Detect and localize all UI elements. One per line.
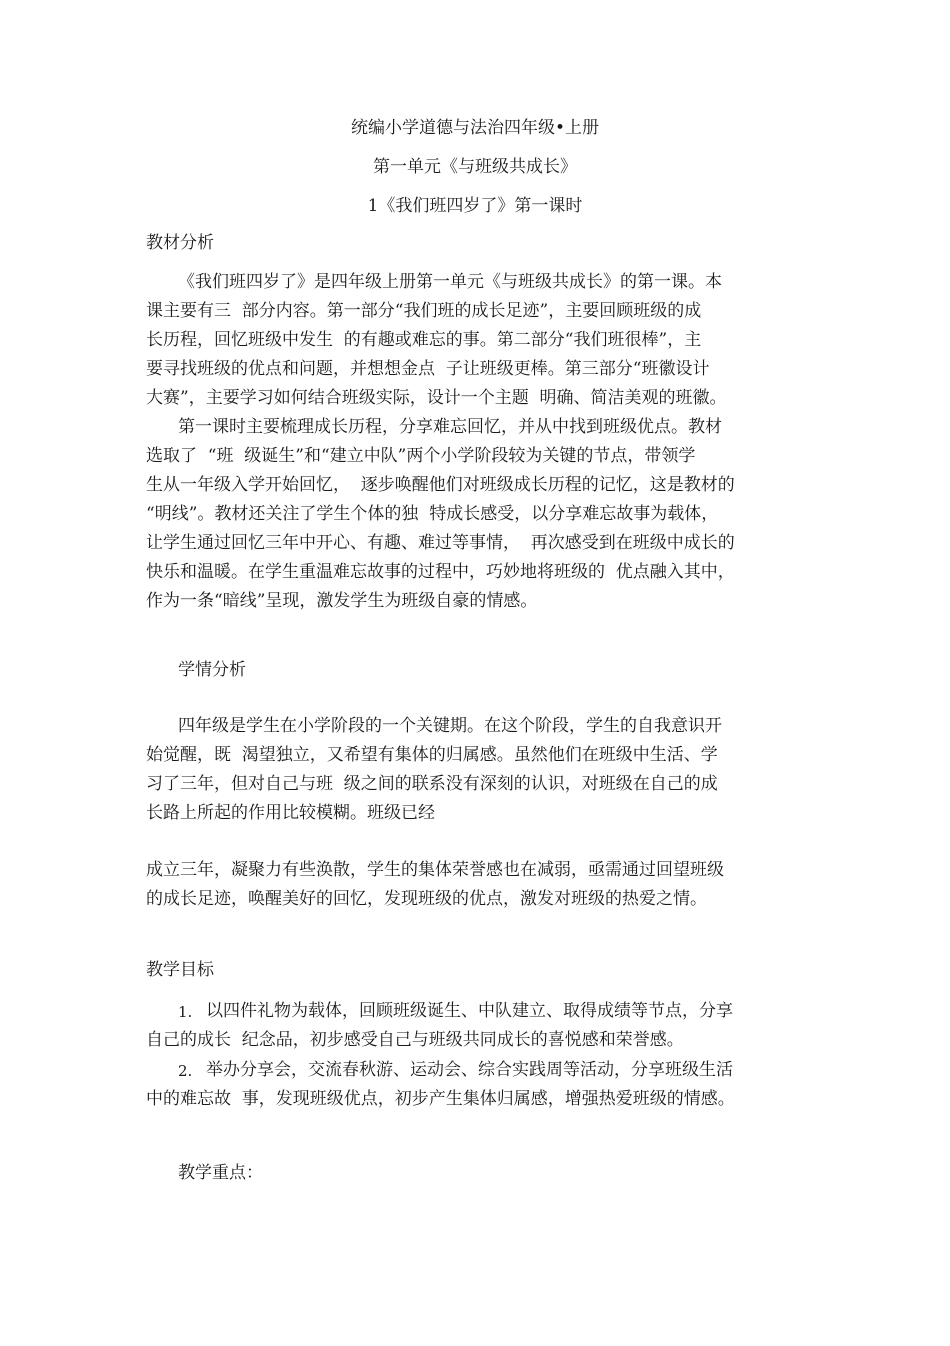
section-heading-student-analysis: 学情分析 bbox=[178, 660, 246, 680]
paragraph-line: 选取了 “班 级诞生”和“建立中队”两个小学阶段较为关键的节点，带领学 bbox=[146, 446, 696, 466]
paragraph-line: 让学生通过回忆三年中开心、有趣、难过等事情， 再次感受到在班级中成长的 bbox=[146, 533, 735, 553]
paragraph-line: 作为一条“暗线”呈现，激发学生为班级自豪的情感。 bbox=[146, 591, 538, 611]
paragraph-line: 快乐和温暖。在学生重温难忘故事的过程中，巧妙地将班级的 优点融入其中， bbox=[146, 562, 735, 582]
paragraph-line: 第一课时主要梳理成长历程，分享难忘回忆，并从中找到班级优点。教材 bbox=[178, 417, 722, 437]
paragraph-line: 大赛”，主要学习如何结合班级实际，设计一个主题 明确、简洁美观的班徽。 bbox=[146, 388, 727, 408]
section-heading-textbook-analysis: 教材分析 bbox=[146, 233, 214, 253]
paragraph-line: 长路上所起的作用比较模糊。班级已经 bbox=[146, 803, 435, 823]
paragraph-line: 四年级是学生在小学阶段的一个关键期。在这个阶段，学生的自我意识开 bbox=[178, 716, 722, 736]
list-item-line: 中的难忘故 事，发现班级优点，初步产生集体归属感，增强热爱班级的情感。 bbox=[146, 1089, 735, 1109]
list-number: 2. bbox=[178, 1062, 193, 1080]
paragraph-line: 课主要有三 部分内容。第一部分“我们班的成长足迹”，主要回顾班级的成 bbox=[146, 301, 702, 321]
paragraph-line: 长历程，回忆班级中发生 的有趣或难忘的事。第二部分“我们班很棒”，主 bbox=[146, 330, 702, 350]
paragraph-line: 始觉醒，既 渴望独立，又希望有集体的归属感。虽然他们在班级中生活、学 bbox=[146, 745, 718, 765]
list-number: 1. bbox=[178, 1003, 193, 1021]
paragraph-line: “明线”。教材还关注了学生个体的独 特成长感受，以分享难忘故事为载体， bbox=[146, 504, 719, 524]
list-item-line: 自己的成长 纪念品，初步感受自己与班级共同成长的喜悦感和荣誉感。 bbox=[146, 1030, 684, 1050]
unit-title: 第一单元《与班级共成长》 bbox=[373, 157, 577, 177]
paragraph-line: 要寻找班级的优点和问题，并想想金点 子让班级更棒。第三部分“班徽设计 bbox=[146, 359, 710, 379]
section-heading-teaching-goals: 教学目标 bbox=[146, 960, 214, 980]
lesson-title: 1《我们班四岁了》第一课时 bbox=[367, 196, 583, 216]
list-item-line: 举办分享会，交流春秋游、运动会、综合实践周等活动，分享班级生活 bbox=[206, 1060, 733, 1080]
document-subject: 统编小学道德与法治四年级•上册 bbox=[350, 118, 600, 138]
paragraph-line: 的成长足迹，唤醒美好的回忆，发现班级的优点，激发对班级的热爱之情。 bbox=[146, 889, 707, 909]
list-item-line: 以四件礼物为载体，回顾班级诞生、中队建立、取得成绩等节点，分享 bbox=[206, 1001, 733, 1021]
paragraph-line: 成立三年，凝聚力有些涣散，学生的集体荣誉感也在减弱，亟需通过回望班级 bbox=[146, 860, 724, 880]
paragraph-line: 生从一年级入学开始回忆， 逐步唤醒他们对班级成长历程的记忆，这是教材的 bbox=[146, 475, 735, 495]
section-heading-teaching-focus: 教学重点： bbox=[178, 1163, 263, 1183]
paragraph-line: 《我们班四岁了》是四年级上册第一单元《与班级共成长》的第一课。本 bbox=[178, 272, 722, 292]
paragraph-line: 习了三年，但对自己与班 级之间的联系没有深刻的认识，对班级在自己的成 bbox=[146, 774, 718, 794]
